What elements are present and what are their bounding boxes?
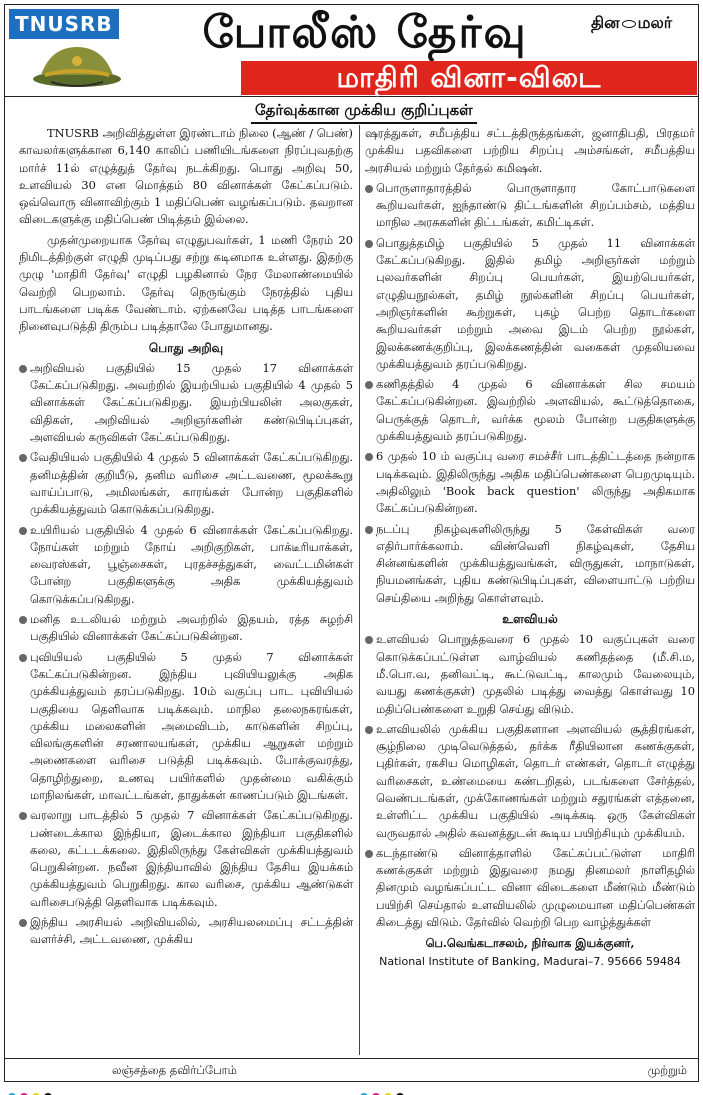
news-page: [4, 4, 699, 1082]
right-column: [365, 125, 695, 970]
list-item: [365, 376, 695, 445]
bullet-icon: [19, 919, 27, 927]
list-item-text: வரலாறு பாடத்தில் 5 முதல் 7 வினாக்கள் கேட்கப்படுகிறது. பண்டைக்கால இந்தியா, இடைக்கால இந்தியா பகுதிகளில் கலை, கட்டடக்கலை. இதிலிருந்து கேள்விகள் முக்கியத்துவம் பெறுகின்றன. நவீன இந்தியாவில் இந்திய தேசிய இயக்கம் முக்கியத்துவம் பெறுகிறது. கால வரிசை, முக்கிய ஆண்டுகள் வரிசைபடுத்தி தெளிவாக படிக்கவும்.: [30, 808, 353, 909]
bullet-icon: [19, 654, 27, 662]
tnusrb-badge: TNUSRB: [9, 9, 119, 39]
bullet-icon: [365, 726, 373, 734]
bullet-icon: [365, 453, 373, 461]
section-title-general: பொது அறிவு: [148, 340, 224, 355]
list-item-text: உளவியலில் முக்கிய பகுதிகளான அளவியல் சூத்திரங்கள், சூழ்நிலை முடிவெடுத்தல், தர்க்க ரீதியிலான கணக்குகள், புதிர்கள், ரகசிய மொழிகள், தொடர் எண்கள், தொடர் எழுத்து வரிசைகள், உண்மையை கண்டறிதல், படங்களை சேர்த்தல், வெண்படங்கள், முக்கோணங்கள் மற்றும் சதுரங்கள் எத்தனை, உள்ளிட்ட முக்கிய பகுதியில் அடிக்கடி ஒரு கேள்விகள் வருவதால் அதில் கவனத்துடன் கூடிய பயிற்சியும் முக்கியம்.: [376, 721, 695, 840]
list-item: [19, 360, 353, 446]
bullet-icon: [365, 381, 373, 389]
intro-paragraph-2: முதன்முறையாக தேர்வு எழுதுபவர்கள், 1 மணி நேரம் 20 நிமிடத்திற்குள் எழுதி முடிப்பது சற்று கடினமாக உள்ளது. இதற்கு முழு 'மாதிரி தேர்வு' எழுதி பழகினால் நேர மேலாண்மையில் வெற்றி பெறலாம். தேர்வு நெருங்கும் நேரத்தில் புதிய பாடங்களை படிக்க வேண்டாம். ஏற்கனவே படித்த பாடங்களை நினைவுபடுத்தி திரும்ப படித்தாலே போதுமானது.: [19, 232, 353, 334]
bullet-icon: [19, 812, 27, 820]
left-column: [19, 125, 353, 952]
list-item: [365, 845, 695, 931]
registration-marks-right: [360, 1086, 408, 1095]
dinamalar-logo: [591, 13, 672, 34]
list-item-text: புவியியல் பகுதியில் 5 முதல் 7 வினாக்கள் கேட்கப்படுகின்றன. இந்திய புவியியலுக்கு அதிக முக்கியத்துவம் தரப்படுகிறது. 10ம் வகுப்பு பாட புவியியல் பகுதியை தெளிவாக படிக்கவும். மாநில தலைநகரங்கள், முக்கிய மலைகளின் அமைவிடம், காடுகளின் சிறப்பு, விலங்குகளின் சரணாலயங்கள், முக்கிய ஆறுகள் மற்றும் அணைகளை வரிசை படுத்தி படிக்கவும். போக்குவரத்து, தொழிற்துறை, உணவு பயிர்களில் முதன்மை வகிக்கும் மாநிலங்கள், மாவட்டங்கள், தாதுக்கள் காணப்படும் இடங்கள்.: [30, 649, 353, 802]
list-item-text: அறிவியல் பகுதியில் 15 முதல் 17 வினாக்கள் கேட்கப்படுகிறது. அவற்றில் இயற்பியல் பகுதியில் 4 முதல் 5 வினாக்கள் கேட்கப்படுகிறது. இயற்பியலின் அலகுகள், விதிகள், அறிவியல் அறிஞர்களின் கண்டுபிடிப்புகள், அளவியல் கருவிகள் கேட்கப்படுகிறது.: [30, 360, 353, 445]
author-signature: பெ.வெங்கடாசலம், நிர்வாக இயக்குனர்,: [425, 936, 635, 951]
logo-eye-icon: [622, 20, 636, 28]
list-item: [19, 449, 353, 518]
list-item: [19, 914, 353, 949]
list-item: [19, 522, 353, 608]
header: [5, 5, 698, 97]
list-item-text: நடப்பு நிகழ்வுகளிலிருந்து 5 கேள்விகள் வரை எதிர்பார்க்கலாம். விண்வெளி நிகழ்வுகள், தேசிய சின்னங்களின் முக்கியத்துவங்கள், விருதுகள், மாநாடுகள், நியமனங்கள், புதிய கண்டுபிடிப்புகள், விளையாட்டு பற்றிய செய்தியை அறிந்து கொள்ளவும்.: [376, 521, 695, 605]
main-title: போலீஸ் தேர்வு: [202, 7, 528, 58]
list-item: [19, 649, 353, 805]
list-item: [19, 807, 353, 911]
sub-title-banner: மாதிரி வினா-விடை: [241, 61, 697, 95]
author-institute: National Institute of Banking, Madurai–7. 95666 59484: [379, 954, 681, 968]
section-title-psychology: உளவியல்: [502, 612, 558, 627]
footer: [4, 1058, 699, 1082]
bullet-icon: [365, 526, 373, 534]
intro-paragraph-1: TNUSRB அறிவித்துள்ள இரண்டாம் நிலை (ஆண் / பெண்) காவலர்களுக்கான 6,140 காலிப் பணியிடங்களை நிரப்புவதற்கு மார்ச் 11ல் எழுத்துத் தேர்வு நடக்கிறது. பொது அறிவு 50, உளவியல் 30 என மொத்தம் 80 வினாக்கள் கேட்கப்படும். ஒவ்வொரு வினாவிற்கும் 1 மதிப்பெண் வழங்கப்படும். தவறான விடைகளுக்கு மதிப்பெண் பிடித்தம் இல்லை.: [19, 126, 353, 227]
list-item-text: பொதுத்தமிழ் பகுதியில் 5 முதல் 11 வினாக்கள் கேட்கப்படுகிறது. இதில் தமிழ் அறிஞர்கள் மற்றும் புலவர்களின் சிறப்பு பெயர்கள், இயற்பெயர்கள், எழுதியநூல்கள், தமிழ் நூல்களின் சிறப்பு பெயர்கள், அறிஞர்களின் கூற்றுகள், புகழ் பெற்ற தொடர்களை கூறியவர்கள் மற்றும் அவை இடம் பெற்ற நூல்கள், இலக்கணக்குறிப்பு, இலக்கணத்தின் வகைகள் முதலியவை முக்கியத்துவம் தரப்படுகிறது.: [376, 235, 695, 371]
bullet-icon: [19, 527, 27, 535]
list-item-text: வேதியியல் பகுதியில் 4 முதல் 5 வினாக்கள் கேட்கப்படுகிறது. தனிமத்தின் குறியீடு, தனிம வரிசை அட்டவணை, மூலக்கூறு வாய்ப்பாடு, அமிலங்கள், காரங்கள் போன்ற பகுதிகளில் முக்கியத்துவம் கொடுக்கப்படுகிறது.: [30, 450, 353, 517]
list-item: [365, 521, 695, 607]
list-item: [365, 180, 695, 232]
list-item: [19, 611, 353, 646]
subheading: தேர்வுக்கான முக்கிய குறிப்புகள்: [251, 101, 477, 124]
list-item-text: மனித உடலியல் மற்றும் அவற்றில் இதயம், ரத்த சுழற்சி பகுதியில் வினாக்கள் கேட்கப்படுகின்றன.: [30, 612, 353, 644]
bullet-icon: [19, 365, 27, 373]
list-item-text: பொருளாதாரத்தில் பொருளாதார கோட்பாடுகளை கூறியவர்கள், ஐந்தாண்டு திட்டங்களின் சிறப்பம்சம், மத்திய மாநில அரசுகளின் திட்டங்கள், கமிட்டிகள்.: [376, 180, 695, 230]
list-item-text: கடந்தாண்டு வினாத்தாளில் கேட்கப்பட்டுள்ள மாதிரி கணக்குகள் மற்றும் இதுவரை நமது தினமலர் நாளிதழில் தினமும் வழங்கப்பட்ட வினா விடைகளை மீண்டும் மீண்டும் பயிற்சி செய்தால் உளவியலில் முழுமையான மதிப்பெண்கள் கிடைத்து விடும். தேர்வில் வெற்றி பெற வாழ்த்துக்கள்: [376, 845, 695, 930]
list-item-text: 6 முதல் 10 ம் வகுப்பு வரை சமச்சீர் பாடத்திட்டத்தை நன்றாக படிக்கவும். இதிலிருந்து அதிக மதிப்பெண்களை பெறமுடியும். அதிலிலும் 'Book back question' லிருந்து அதிகமாக கேட்கப்படுகின்றன.: [376, 449, 695, 516]
footer-slogan: லஞ்சத்தை தவிர்ப்போம்: [112, 1063, 237, 1077]
bullet-icon: [19, 454, 27, 462]
registration-marks-left: [8, 1086, 56, 1095]
list-item-text: கணிதத்தில் 4 முதல் 6 வினாக்கள் சில சமயம் கேட்கப்படுகின்றன. இவற்றில் அளவியல், கூட்டுத்தொகை, பெருக்குத் தொடர், வர்க்க மூலம் போன்ற பகுதிகளுக்கு முக்கியத்துவம் தரப்படுகிறது.: [376, 377, 695, 444]
bullet-icon: [365, 850, 373, 858]
bullet-icon: [365, 185, 373, 193]
logo-text-right: மலர்: [637, 13, 673, 32]
column-divider: [359, 125, 360, 1055]
list-item: [365, 631, 695, 717]
list-item: [365, 721, 695, 842]
bullet-icon: [365, 240, 373, 248]
bullet-icon: [365, 636, 373, 644]
list-item-text: இந்திய அரசியல் அறிவியலில், அரசியலமைப்பு சட்டத்தின் வளர்ச்சி, அட்டவணை, முக்கிய: [30, 915, 353, 947]
logo-text-left: தின: [591, 13, 620, 32]
bullet-icon: [19, 616, 27, 624]
police-cap-icon: [31, 43, 123, 89]
footer-end-mark: முற்றும்: [647, 1063, 687, 1077]
list-item: [365, 235, 695, 373]
list-item-text: உயிரியல் பகுதியில் 4 முதல் 6 வினாக்கள் கேட்கப்படுகிறது. நோய்கள் மற்றும் நோய் அறிகுறிகள், பாக்டீரியாக்கள், வைரஸ்கள், பூஞ்சைகள், புரதச்சத்துகள், வைட்டமின்கள் போன்ற பகுதிகளுக்கு அதிக முக்கியத்துவம் கொடுக்கப்படுகிறது.: [30, 522, 353, 606]
list-item-text: உளவியல் பொறுத்தவரை 6 முதல் 10 வகுப்புகள் வரை கொடுக்கப்பட்டுள்ள வாழ்வியல் கணிதத்தை (மீ.சி.ம, மீ.பொ.வ, தனிவட்டி, கூட்டுவட்டி, காலமும் வேலையும், வயது கணக்குகள்) முதலில் படித்து வைத்து கொள்வது 10 மதிப்பெண்களை உறுதி செய்து விடும்.: [376, 632, 695, 716]
continued-paragraph: ஷரத்துகள், சமீபத்திய சட்டத்திருத்தங்கள், ஜனாதிபதி, பிரதமர் முக்கிய பதவிகளை பற்றிய சிறப்பு அம்சங்கள், சமீபத்திய அரசியல் மற்றும் தேர்தல் கமிஷன்.: [365, 126, 695, 175]
list-item: [365, 448, 695, 517]
